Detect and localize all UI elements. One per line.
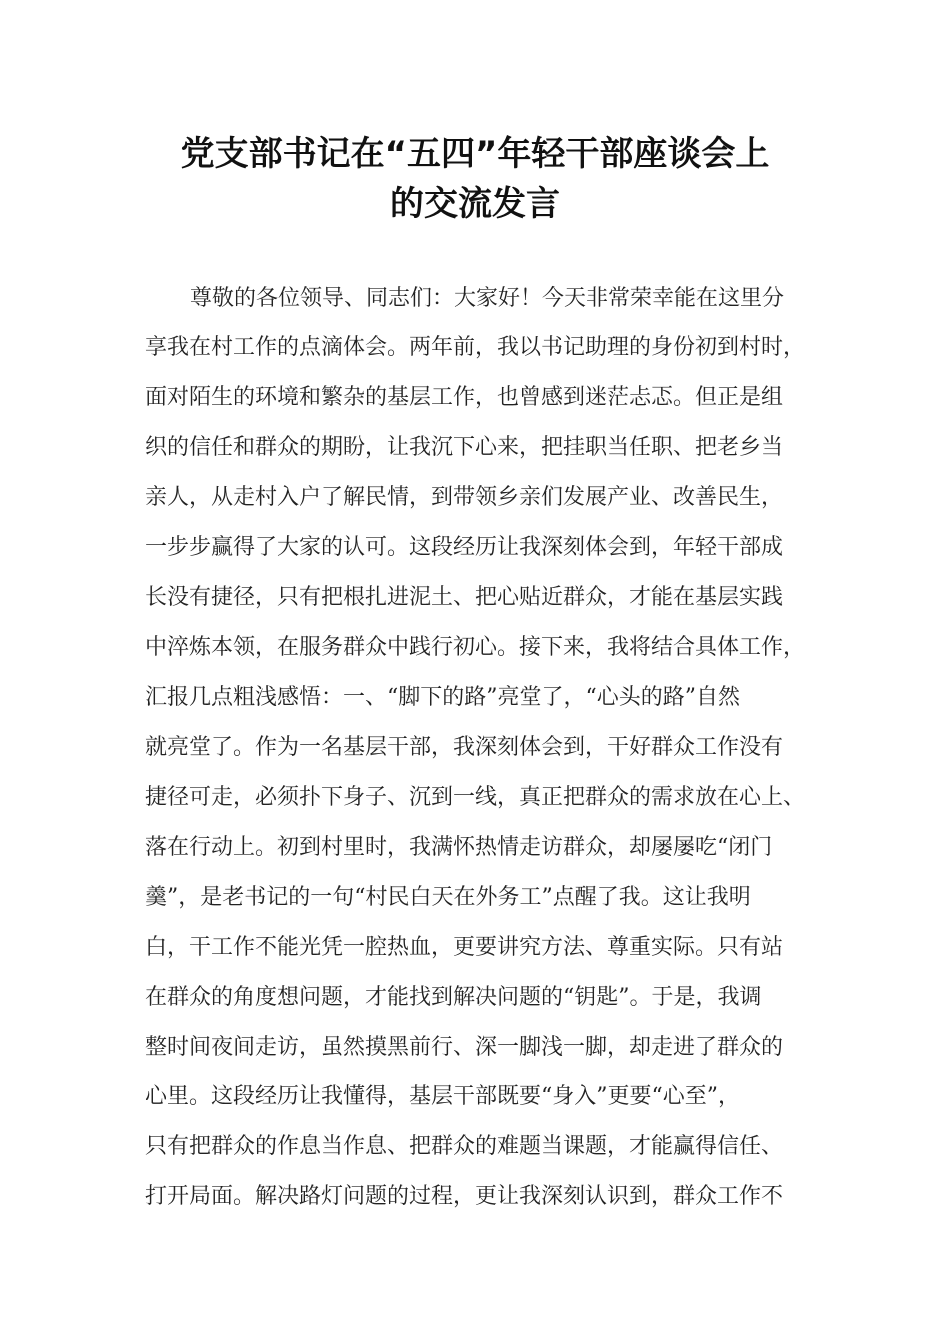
body-line: 亲人，从走村入户了解民情，到带领乡亲们发展产业、改善民生， [145,485,784,510]
body-line: 只有把群众的作息当作息、把群众的难题当课题，才能赢得信任、 [145,1134,784,1159]
body-line: 尊敬的各位领导、同志们：大家好！今天非常荣幸能在这里分 [190,286,785,311]
body-line: 羹”，是老书记的一句“村民白天在外务工”点醒了我。这让我明 [145,885,751,910]
body-line: 整时间夜间走访，虽然摸黑前行、深一脚浅一脚，却走进了群众的 [145,1035,784,1060]
body-line: 中淬炼本领，在服务群众中践行初心。接下来，我将结合具体工作， [145,635,806,660]
body-line: 汇报几点粗浅感悟：一、“脚下的路”亮堂了，“心头的路”自然 [145,685,740,710]
body-line: 一步步赢得了大家的认可。这段经历让我深刻体会到，年轻干部成 [145,535,784,560]
body-line: 捷径可走，必须扑下身子、沉到一线，真正把群众的需求放在心上、 [145,785,806,810]
document-title-line-2: 的交流发言 [390,184,560,224]
body-line: 在群众的角度想问题，才能找到解决问题的“钥匙”。于是，我调 [145,985,762,1010]
body-line: 白，干工作不能光凭一腔热血，更要讲究方法、尊重实际。只有站 [145,935,784,960]
body-line: 打开局面。解决路灯问题的过程，更让我深刻认识到，群众工作不 [145,1184,784,1209]
body-line: 长没有捷径，只有把根扎进泥土、把心贴近群众，才能在基层实践 [145,585,784,610]
body-line: 心里。这段经历让我懂得，基层干部既要“身入”更要“心至”， [145,1084,740,1109]
document-title-line-1: 党支部书记在“五四”年轻干部座谈会上 [180,134,770,174]
body-line: 织的信任和群众的期盼，让我沉下心来，把挂职当任职、把老乡当 [145,435,784,460]
body-line: 就亮堂了。作为一名基层干部，我深刻体会到，干好群众工作没有 [145,735,784,760]
body-line: 面对陌生的环境和繁杂的基层工作，也曾感到迷茫忐忑。但正是组 [145,385,784,410]
body-line: 落在行动上。初到村里时，我满怀热情走访群众，却屡屡吃“闭门 [145,835,773,860]
body-line: 享我在村工作的点滴体会。两年前，我以书记助理的身份初到村时， [145,335,806,360]
